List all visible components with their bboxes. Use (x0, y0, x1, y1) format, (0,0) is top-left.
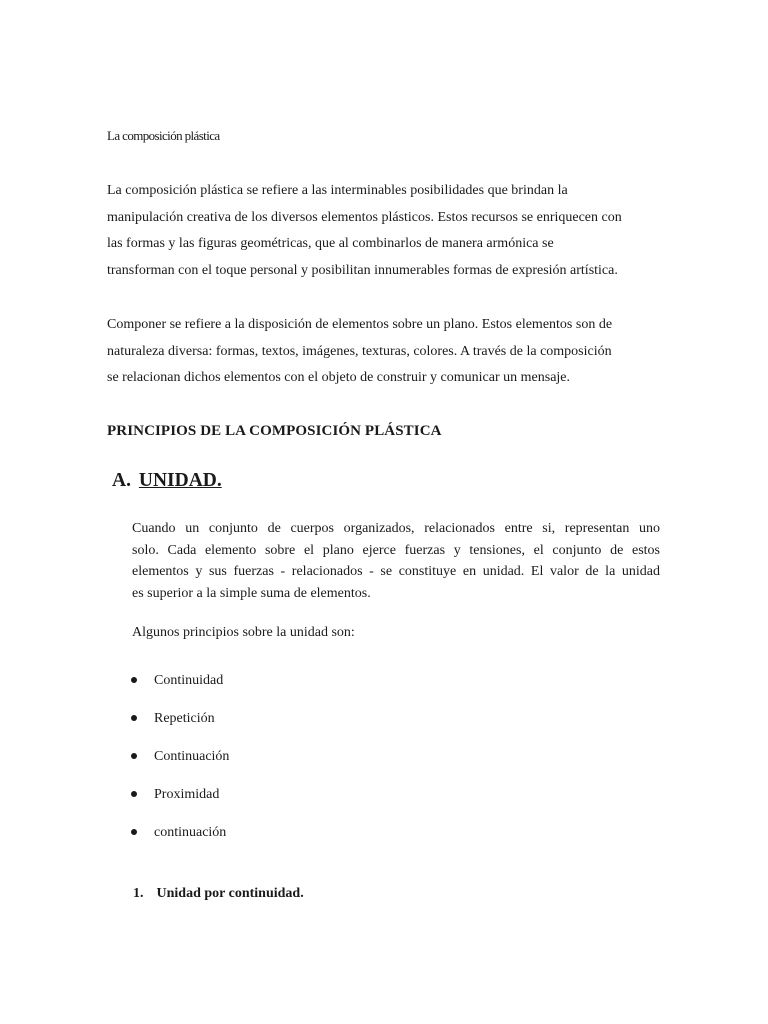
subheading-number: 1. (133, 886, 144, 901)
paragraph-line: manipulación creativa de los diversos elementos plásticos. Estos recursos se enriquecen con (107, 209, 622, 225)
list-item (126, 708, 229, 746)
section-heading: PRINCIPIOS DE LA COMPOSICIÓN PLÁSTICA (107, 423, 442, 439)
heading-marker: A. (112, 470, 131, 491)
bullet-icon (131, 753, 137, 759)
bullet-icon (131, 715, 137, 721)
paragraph-line: solo. Cada elemento sobre el plano ejerce fuerzas y tensiones, el conjunto de estos (132, 542, 660, 558)
subheading-text: Unidad por continuidad. (156, 886, 304, 901)
paragraph-line: elementos y sus fuerzas - relacionados - se constituye en unidad. El valor de la unidad (132, 564, 660, 579)
principles-list (126, 670, 229, 860)
list-item (126, 746, 229, 784)
heading-title: UNIDAD. (138, 470, 222, 491)
unidad-paragraph (132, 518, 660, 604)
list-item (126, 822, 229, 860)
paragraph-line: naturaleza diversa: formas, textos, imágenes, texturas, colores. A través de la composición (107, 343, 612, 359)
list-intro: Algunos principios sobre la unidad son: (132, 625, 355, 640)
intro-paragraph (107, 178, 667, 285)
bullet-icon (131, 677, 137, 683)
document-title: La composición plástica (107, 128, 220, 143)
bullet-icon (131, 829, 137, 835)
list-item (126, 784, 229, 822)
paragraph-line: es superior a la simple suma de elementos. (132, 585, 371, 601)
unidad-heading (112, 470, 222, 492)
numbered-subheading (133, 886, 304, 902)
list-item-label: Proximidad (154, 787, 220, 802)
list-item-label: Repetición (154, 711, 215, 726)
paragraph-line: transforman con el toque personal y posibilitan innumerables formas de expresión artística. (107, 263, 618, 279)
paragraph-line: las formas y las figuras geométricas, que al combinarlos de manera armónica se (107, 236, 554, 252)
list-item-label: Continuidad (154, 673, 224, 688)
bullet-icon (131, 791, 137, 797)
paragraph-line: Componer se refiere a la disposición de elementos sobre un plano. Estos elementos son de (107, 317, 613, 332)
list-item (126, 670, 229, 708)
definition-paragraph (107, 312, 667, 392)
list-item-label: continuación (154, 825, 227, 840)
paragraph-line: se relacionan dichos elementos con el objeto de construir y comunicar un mensaje. (107, 370, 571, 386)
paragraph-line: Cuando un conjunto de cuerpos organizados, relacionados entre si, representan uno (132, 521, 660, 536)
paragraph-line: La composición plástica se refiere a las interminables posibilidades que brindan la (107, 183, 568, 198)
list-item-label: Continuación (154, 749, 230, 764)
